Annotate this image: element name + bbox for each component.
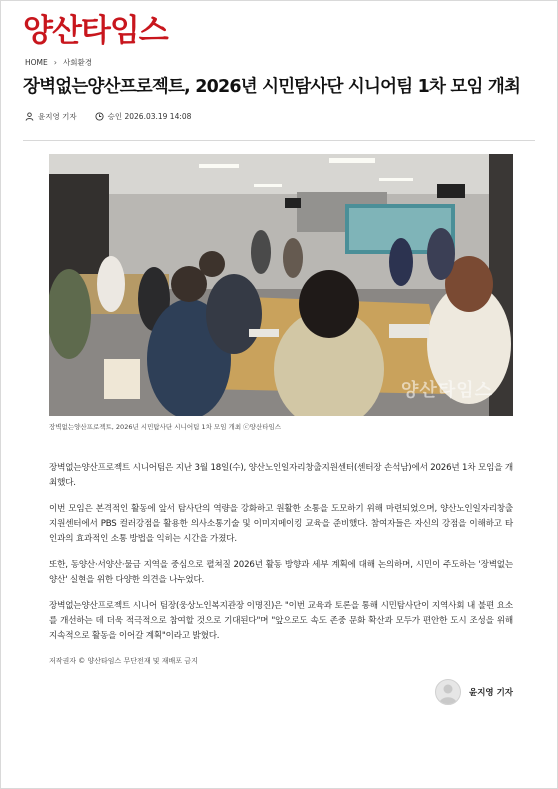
article-paragraph: 이번 모임은 본격적인 활동에 앞서 탐사단의 역량을 강화하고 원활한 소통을 도모하기 위해 마련되었으며, 양산노인일자리창출지원센터에서 PBS 컬러강점을 활용한 의사소통기술 및 이미지메이킹 교육을 준비했다. 참여자들은 자신의 강점을 이해하고 타인과의 효과적인 소통 방법을 익히는 시간을 가졌다. [49, 504, 513, 544]
author-box[interactable] [435, 679, 513, 705]
person-icon [25, 112, 34, 121]
published-date: 승인 2026.03.19 14:08 [107, 112, 192, 121]
breadcrumb-home[interactable]: HOME [25, 58, 48, 67]
breadcrumb-section[interactable]: 사회환경 [62, 58, 92, 67]
article-body [49, 461, 513, 655]
article-title: 장벽없는양산프로젝트, 2026년 시민탐사단 시니어팀 1차 모임 개최 [23, 77, 521, 97]
article-paragraph: 또한, 동양산·서양산·물금 지역을 중심으로 펼쳐질 2026년 활동 방향과 세부 계획에 대해 논의하며, 시민이 주도하는 '장벽없는 양산' 실현을 위한 다양한 의견을 나누었다. [49, 560, 513, 585]
copyright-notice: 저작권자 © 양산타임스 무단전재 및 재배포 금지 [49, 657, 198, 665]
author-name[interactable]: 윤지영 기자 [468, 688, 513, 698]
article-photo [49, 154, 513, 416]
divider [23, 140, 535, 141]
avatar [435, 679, 461, 705]
reporter-name[interactable]: 윤지영 기자 [38, 112, 77, 121]
site-logo[interactable]: 양산타임스 [23, 13, 168, 49]
clock-icon [95, 112, 104, 121]
photo-watermark: 양산타임스 [401, 380, 493, 401]
photo-caption: 장벽없는양산프로젝트, 2026년 시민탐사단 시니어팀 1차 모임 개최 ⓒ양산타임스 [49, 423, 282, 431]
breadcrumb [25, 57, 92, 68]
reporter-info [25, 111, 77, 122]
article-paragraph: 장벽없는양산프로젝트 시니어 팀장(웅상노인복지관장 이명진)은 "이번 교육과 토론을 통해 시민탐사단이 지역사회 내 불편 요소를 개선하는 데 더욱 적극적으로 참여할 것으로 기대된다"며 "앞으로도 속도 존중 문화 확산과 모두가 편안한 도시 조성을 위해 지속적으로 활동을 이어갈 계획"이라고 밝혔다. [49, 601, 513, 641]
article-paragraph: 장벽없는양산프로젝트 시니어팀은 지난 3월 18일(수), 양산노인일자리창출지원센터(센터장 손석남)에서 2026년 1차 모임을 개최했다. [49, 463, 513, 488]
published-info [95, 111, 192, 122]
article-meta [25, 111, 191, 122]
chevron-right-icon: › [53, 58, 57, 67]
